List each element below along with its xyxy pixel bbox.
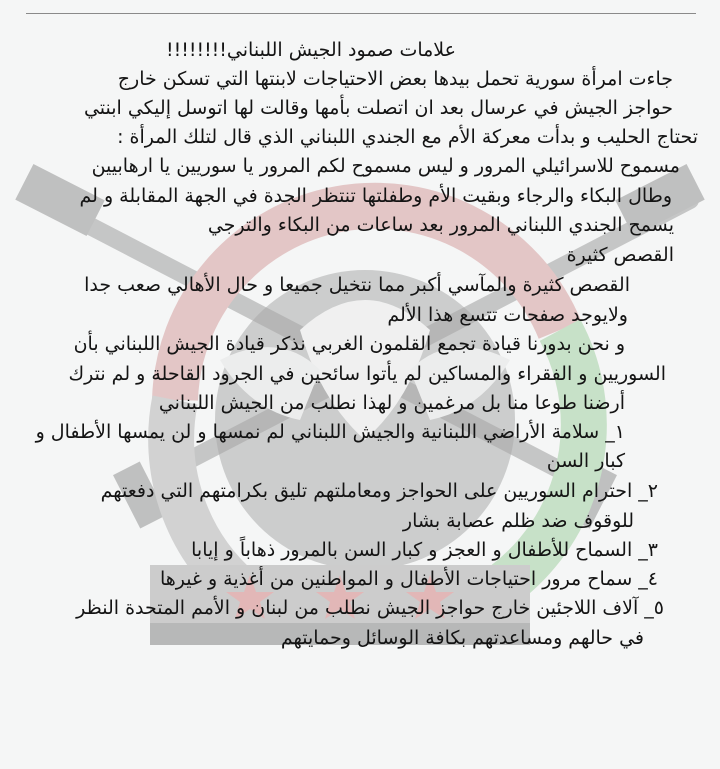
document-title: علامات صمود الجيش اللبناني!!!!!!!!: [165, 39, 456, 61]
text-line: القصص كثيرة: [566, 244, 674, 266]
list-item: ٥_ آلاف اللاجئين خارج حواجز الجيش نطلب من لبنان و الأمم المتحدة النظر: [76, 597, 664, 619]
text-line: ولايوجد صفحات تتسع هذا الألم: [387, 304, 628, 326]
text-line: القصص كثيرة والمآسي أكبر مما نتخيل جميعا و حال الأهالي صعب جدا: [84, 274, 630, 296]
list-item-continuation: في حالهم ومساعدتهم بكافة الوسائل وحمايتهم: [280, 627, 644, 649]
list-item: ٤_ سماح مرور احتياجات الأطفال و المواطنين من أغذية و غيرها: [159, 568, 658, 590]
text-line: أرضنا طوعا منا بل مرغمين و لهذا نطلب من الجيش اللبناني: [158, 392, 625, 414]
list-item-continuation: للوقوف ضد ظلم عصابة بشار: [402, 510, 634, 532]
text-line: تحتاج الحليب و بدأت معركة الأم مع الجندي اللبناني الذي قال لتلك المرأة :: [117, 126, 698, 148]
list-item-continuation: كبار السن: [546, 450, 625, 472]
text-line: جاءت امرأة سورية تحمل بيدها بعض الاحتياجات لابنتها التي تسكن خارج: [117, 68, 673, 90]
list-item: ١_ سلامة الأراضي اللبنانية والجيش اللبناني لم نمسها و لن يمسها الأطفال و: [35, 421, 625, 443]
text-line: وطال البكاء والرجاء وبقيت الأم وطفلتها تنتظر الجدة في الجهة المقابلة و لم: [79, 185, 672, 207]
text-line: مسموح للاسرائيلي المرور و ليس مسموح لكم المرور يا سوريين يا ارهابيين: [91, 155, 680, 177]
text-line: و نحن بدورنا قيادة تجمع القلمون الغربي نذكر قيادة الجيش اللبناني بأن: [73, 333, 625, 355]
text-line: السوريين و الفقراء والمساكين لم يأتوا سائحين في الجرود القاحلة و لم نترك: [68, 363, 666, 385]
text-line: حواجز الجيش في عرسال بعد ان اتصلت بأمها وقالت لها اتوسل إليكي ابنتي: [83, 97, 673, 119]
list-item: ٣_ السماح للأطفال و العجز و كبار السن بالمرور ذهاباً و إيابا: [191, 539, 658, 561]
text-line: يسمح الجندي اللبناني المرور بعد ساعات من البكاء والترجي: [207, 214, 674, 236]
list-item: ٢_ احترام السوريين على الحواجز ومعاملتهم تليق بكرامتهم التي دفعتهم: [100, 480, 658, 502]
